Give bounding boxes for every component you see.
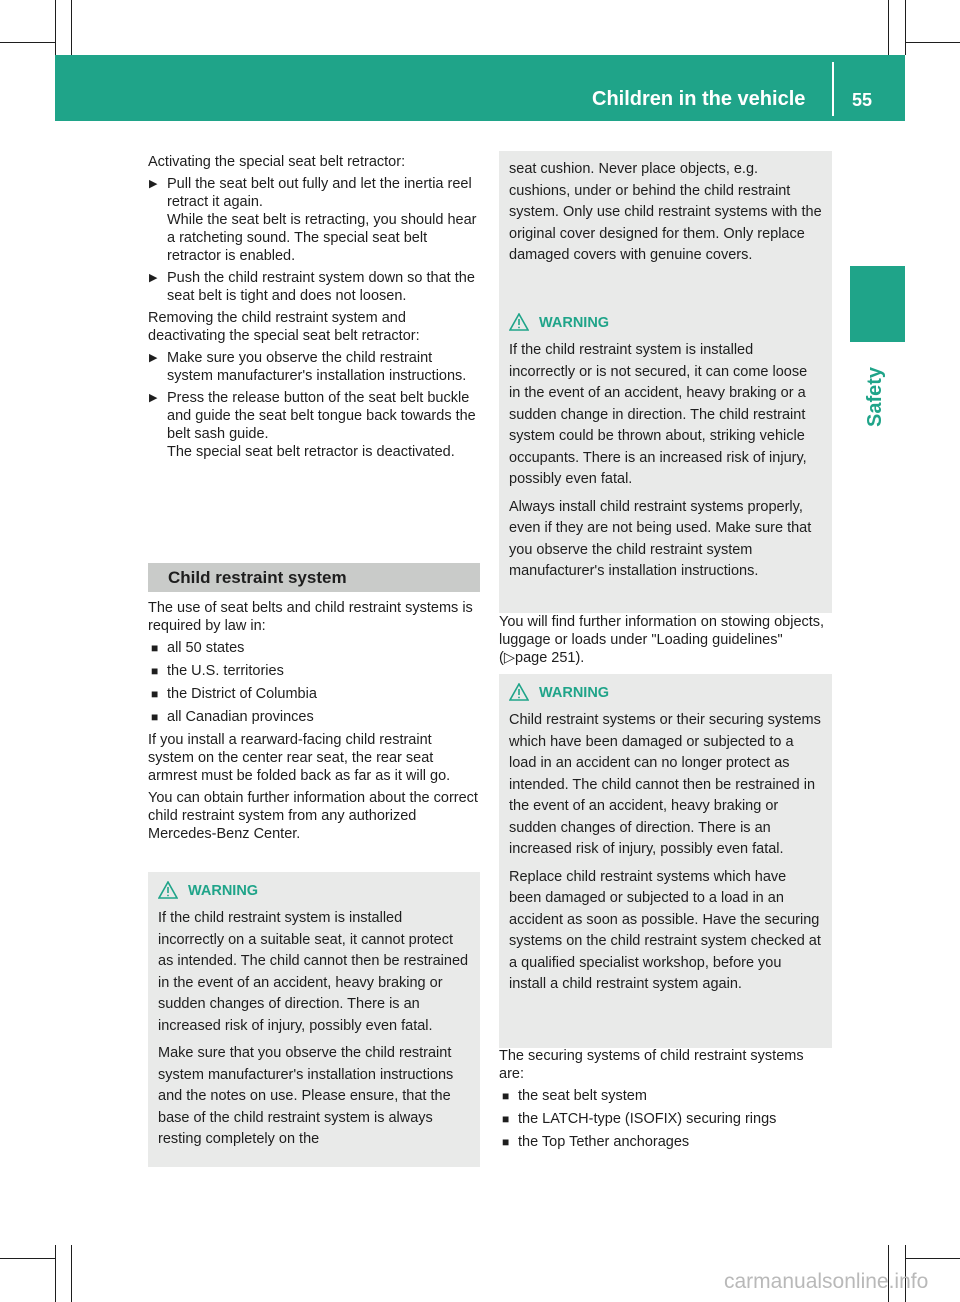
page-reference-link[interactable]: page 251).	[515, 650, 585, 666]
list-item: ■ the seat belt system	[502, 1088, 647, 1104]
warning-text: Child restraint systems or their securing systems which have been damaged or subjected to a load in an accident can no longer protect as intended. The child cannot then be restrained in the event of an accident, heavy braking or sudden changes of direction. There is an increased risk of injury, possibly even fatal.	[509, 712, 821, 857]
warning-title: WARNING	[509, 312, 822, 334]
warning-title: WARNING	[509, 682, 822, 704]
body-paragraph: If you install a rearward-facing child restraint system on the center rear seat, the rear seat armrest must be folded back as far as it will go.	[148, 732, 451, 784]
list-item: ■ the LATCH-type (ISOFIX) securing rings	[502, 1111, 777, 1127]
instruction-step: ▶ Push the child restraint system down so that the seat belt is tight and does not loosen.	[149, 270, 475, 304]
bullet-icon: ■	[151, 687, 159, 701]
crop-mark	[905, 0, 906, 55]
intro-paragraph: Activating the special seat belt retractor:	[148, 154, 406, 170]
warning-text: Always install child restraint systems properly, even if they are not being used. Make sure that you observe the child restraint system manufacturer's installation instructions.	[509, 498, 812, 579]
body-paragraph: The securing systems of child restraint systems are:	[499, 1048, 804, 1082]
section-tab	[850, 266, 905, 342]
instruction-step: ▶ Press the release button of the seat belt buckle and guide the seat belt tongue back towards the belt sash guide. The special seat belt retractor is deactivated.	[149, 390, 476, 460]
warning-text: seat cushion. Never place objects, e.g. cushions, under or behind the child restraint system. Only use child restraint systems with the original cover designed for them. Only replace damaged covers with genuine covers.	[509, 161, 822, 263]
warning-triangle-icon	[509, 313, 529, 331]
crop-mark	[71, 1245, 72, 1302]
warning-box	[148, 872, 480, 1167]
header-divider	[832, 62, 834, 116]
section-heading: Child restraint system	[148, 563, 480, 592]
bullet-icon: ■	[151, 710, 159, 724]
list-item: ■ the U.S. territories	[151, 663, 284, 679]
bullet-icon: ■	[502, 1135, 510, 1149]
bullet-icon: ■	[151, 641, 159, 655]
warning-text: Make sure that you observe the child restraint system manufacturer's installation instructions and the notes on use. Please ensure, that the base of the child restraint system is always resting completely on the	[158, 1045, 454, 1147]
list-item: ■ the Top Tether anchorages	[502, 1134, 690, 1150]
page-number: 55	[852, 90, 873, 110]
arrow-icon: ▶	[149, 352, 158, 364]
list-item: ■ all 50 states	[151, 640, 245, 656]
bullet-icon: ■	[502, 1112, 510, 1126]
arrow-icon: ▶	[149, 272, 158, 284]
crop-mark	[71, 0, 72, 55]
section-tab-label: Safety	[864, 366, 886, 427]
right-section	[499, 1047, 832, 1156]
warning-box	[499, 304, 832, 613]
warning-text: If the child restraint system is installed incorrectly on a suitable seat, it cannot protect as intended. The child cannot then be restrained in the event of an accident, heavy braking or sudden changes of direction. There is an increased risk of injury, possibly even fatal.	[158, 910, 469, 1034]
warning-text: If the child restraint system is installed incorrectly or is not secured, it can come loose in the event of an accident, heavy braking or a sudden change in direction. The child restraint system could be thrown about, striking vehicle occupants. There is an increased risk of injury, possibly even fatal.	[509, 342, 808, 487]
bullet-icon: ■	[151, 664, 159, 678]
crop-mark	[888, 0, 889, 55]
list-item: ■ the District of Columbia	[151, 686, 317, 702]
left-section	[148, 563, 480, 847]
page-reference-arrow-icon: ▷	[503, 650, 515, 666]
crop-mark	[905, 42, 960, 43]
crop-mark	[55, 0, 56, 55]
crop-mark	[0, 42, 55, 43]
body-paragraph: The use of seat belts and child restraint systems is required by law in:	[148, 600, 473, 634]
footer-watermark: carmanualsonline.info	[724, 1270, 929, 1293]
intro-paragraph: Removing the child restraint system and deactivating the special seat belt retractor:	[148, 310, 420, 344]
crop-mark	[0, 1258, 55, 1259]
body-paragraph: You can obtain further information about the correct child restraint system from any authorized Mercedes-Benz Center.	[148, 790, 478, 842]
arrow-icon: ▶	[149, 178, 158, 190]
arrow-icon: ▶	[149, 392, 158, 404]
warning-triangle-icon	[509, 683, 529, 701]
page-title: Children in the vehicle	[592, 88, 806, 110]
warning-text: Replace child restraint systems which have been damaged or subjected to a load in an accident as soon as possible. Have the securing systems on the child restraint system checked at a qualified specialist workshop, before you install a child restraint system again.	[509, 868, 821, 992]
bullet-icon: ■	[502, 1089, 510, 1103]
instruction-step: ▶ Pull the seat belt out fully and let the inertia reel retract it again. While the seat belt is retracting, you should hear a ratcheting sound. The special seat belt retractor is enabled.	[149, 176, 477, 264]
warning-triangle-icon	[158, 881, 178, 899]
list-item: ■ all Canadian provinces	[151, 709, 314, 725]
left-column	[148, 153, 480, 465]
warning-continuation	[499, 151, 832, 307]
warning-box	[499, 674, 832, 1048]
body-paragraph: You will find further information on stowing objects, luggage or loads under "Loading guidelines" (▷page 251).	[499, 614, 825, 666]
crop-mark	[905, 1258, 960, 1259]
right-paragraph	[499, 613, 832, 671]
crop-mark	[55, 1245, 56, 1302]
instruction-step: ▶ Make sure you observe the child restraint system manufacturer's installation instructions.	[149, 350, 467, 384]
warning-title: WARNING	[158, 880, 470, 902]
